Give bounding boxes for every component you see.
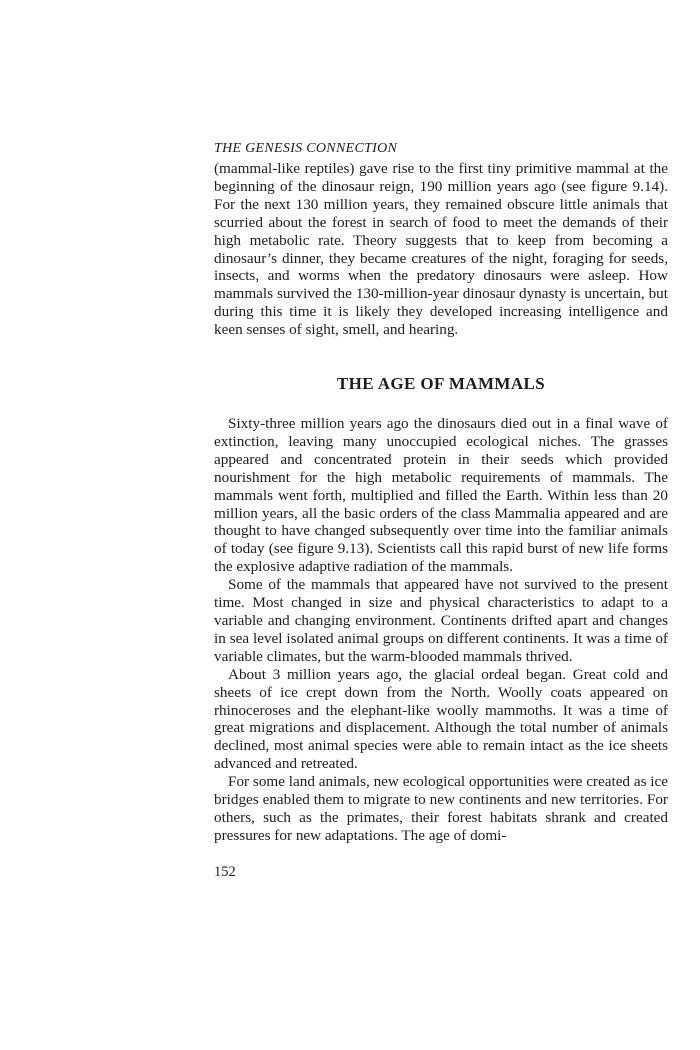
section-body	[214, 415, 668, 845]
page-number: 152	[214, 864, 236, 880]
section-heading: THE AGE OF MAMMALS	[336, 374, 546, 393]
running-head: THE GENESIS CONNECTION	[214, 141, 398, 156]
body-paragraph-3: About 3 million years ago, the glacial ordeal began. Great cold and sheets of ice crept down from the North. Woolly coats appeared on rhinoceroses and the elephant-like woolly mammoths. It was a time of great migrations and displacement. Although the total number of animals declined, most animal species were able to remain intact as the ice sheets advanced and retreated.	[214, 665, 668, 773]
continued-paragraph: (mammal-like reptiles) gave rise to the first tiny primitive mammal at the beginning of the dinosaur reign, 190 million years ago (see figure 9.14). For the next 130 million years, they remained obscure little animals that scurried about the forest in search of food to meet the demands of their high metabolic rate. Theory suggests that to keep from becoming a dinosaur’s dinner, they became creatures of the night, foraging for seeds, insects, and worms when the predatory dinosaurs were asleep. How mammals survived the 130-million-year dinosaur dynasty is uncertain, but during this time it is likely they developed increasing intelligence and keen senses of sight, smell, and hearing.	[214, 160, 668, 339]
body-paragraph-2: Some of the mammals that appeared have not survived to the present time. Most changed in size and physical characteristics to adapt to a variable and changing environment. Continents drifted apart and changes in sea level isolated animal groups on different continents. It was a time of variable climates, but the warm-blooded mammals thrived.	[214, 576, 668, 665]
body-paragraph-4: For some land animals, new ecological opportunities were created as ice bridges enabled them to migrate to new continents and new territories. For others, such as the primates, their forest habitats shrank and created pressures for new adaptations. The age of domi-	[214, 773, 668, 844]
body-paragraph-1: Sixty-three million years ago the dinosaurs died out in a final wave of extinction, leaving many unoccupied ecological niches. The grasses appeared and concentrated protein in their seeds which provided nourishment for the high metabolic requirements of mammals. The mammals went forth, multiplied and filled the Earth. Within less than 20 million years, all the basic orders of the class Mammalia appeared and are thought to have changed subsequently over time into the familiar animals of today (see figure 9.13). Scientists call this rapid burst of new life forms the explosive adaptive radiation of the mammals.	[214, 415, 668, 576]
continued-paragraph-block	[214, 160, 668, 339]
